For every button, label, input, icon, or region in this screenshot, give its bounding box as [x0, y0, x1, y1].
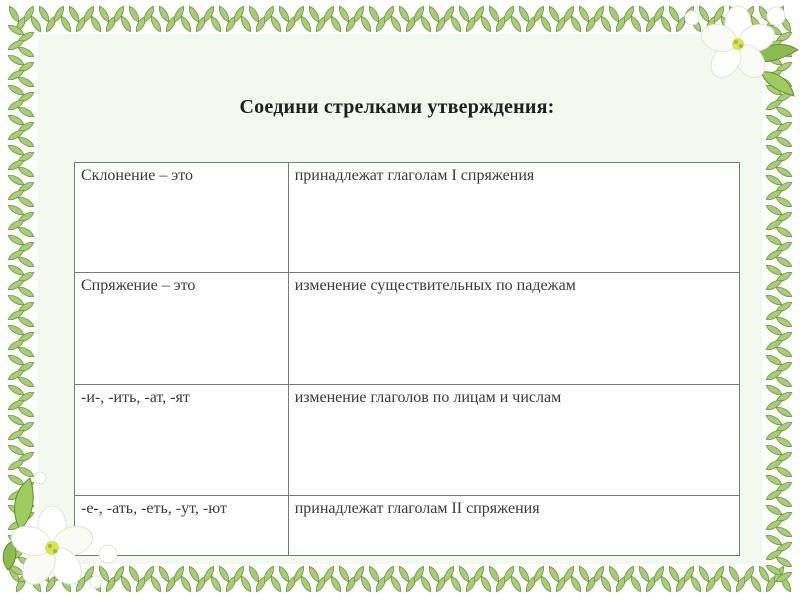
border-leaf	[775, 525, 794, 539]
border-leaf	[89, 15, 103, 34]
border-leaf	[479, 15, 493, 34]
table-cell-left: -е-, -ать, -еть, -ут, -ют	[75, 496, 289, 556]
border-leaf	[187, 565, 201, 584]
border-leaf	[7, 143, 26, 157]
white-flower-icon	[666, 0, 800, 110]
border-leaf	[607, 5, 621, 24]
border-leaf	[277, 5, 291, 24]
border-leaf	[775, 465, 794, 479]
border-leaf	[629, 15, 643, 34]
border-leaf	[7, 413, 26, 427]
border-leaf	[187, 5, 201, 24]
border-leaf	[179, 15, 193, 34]
border-leaf	[509, 575, 523, 594]
border-leaf	[449, 15, 463, 34]
border-leaf	[599, 15, 613, 34]
border-leaf	[775, 495, 794, 509]
border-leaf	[765, 293, 784, 307]
border-leaf	[277, 565, 291, 584]
border-leaf	[7, 293, 26, 307]
border-leaf	[239, 15, 253, 34]
white-flower-icon	[0, 470, 140, 600]
border-leaf	[577, 5, 591, 24]
border-leaf	[7, 233, 26, 247]
border-leaf	[247, 5, 261, 24]
border-leaf	[765, 263, 784, 277]
border-leaf	[389, 575, 403, 594]
border-leaf	[607, 565, 621, 584]
border-leaf	[629, 575, 643, 594]
border-leaf	[307, 565, 321, 584]
border-leaf	[569, 575, 583, 594]
border-leaf	[17, 315, 36, 329]
border-leaf	[17, 405, 36, 419]
border-leaf	[637, 565, 651, 584]
border-leaf	[775, 375, 794, 389]
border-leaf	[775, 195, 794, 209]
border-leaf	[17, 375, 36, 389]
border-leaf	[487, 5, 501, 24]
border-leaf	[337, 5, 351, 24]
border-leaf	[367, 565, 381, 584]
border-leaf	[17, 345, 36, 359]
border-leaf	[209, 15, 223, 34]
border-leaf	[149, 15, 163, 34]
border-leaf	[765, 233, 784, 247]
border-leaf	[7, 173, 26, 187]
table-row	[75, 273, 740, 385]
border-leaf	[17, 255, 36, 269]
border-leaf	[359, 575, 373, 594]
border-leaf	[299, 15, 313, 34]
border-leaf	[749, 575, 763, 594]
border-leaf	[7, 383, 26, 397]
border-leaf	[127, 5, 141, 24]
border-leaf	[427, 5, 441, 24]
border-leaf	[517, 5, 531, 24]
border-leaf	[217, 5, 231, 24]
border-leaf	[7, 53, 26, 67]
border-leaf	[517, 565, 531, 584]
border-leaf	[765, 203, 784, 217]
border-leaf	[149, 575, 163, 594]
border-leaf	[17, 165, 36, 179]
border-leaf	[659, 575, 673, 594]
border-leaf	[17, 75, 36, 89]
border-leaf	[775, 135, 794, 149]
table-cell-left: -и-, -ить, -ат, -ят	[75, 385, 289, 496]
border-leaf	[59, 15, 73, 34]
border-leaf	[329, 575, 343, 594]
border-leaf	[775, 255, 794, 269]
border-leaf	[775, 345, 794, 359]
table-cell-right: принадлежат глаголам II спряжения	[288, 496, 739, 556]
table-cell-left: Спряжение – это	[75, 273, 289, 385]
border-leaf	[457, 5, 471, 24]
border-leaf	[299, 575, 313, 594]
border-leaf	[765, 443, 784, 457]
border-leaf	[419, 575, 433, 594]
border-leaf	[359, 15, 373, 34]
border-leaf	[577, 565, 591, 584]
border-leaf	[765, 413, 784, 427]
border-leaf	[547, 5, 561, 24]
border-leaf	[17, 285, 36, 299]
border-leaf	[765, 323, 784, 337]
border-leaf	[765, 353, 784, 367]
table-row	[75, 385, 740, 496]
border-leaf	[765, 143, 784, 157]
border-leaf	[775, 435, 794, 449]
border-leaf	[269, 575, 283, 594]
border-leaf	[727, 565, 741, 584]
border-leaf	[765, 503, 784, 517]
border-leaf	[775, 165, 794, 179]
border-leaf	[157, 565, 171, 584]
border-leaf	[419, 15, 433, 34]
border-leaf	[765, 473, 784, 487]
border-leaf	[479, 575, 493, 594]
border-leaf	[209, 575, 223, 594]
border-leaf	[67, 5, 81, 24]
border-leaf	[487, 565, 501, 584]
border-leaf	[247, 565, 261, 584]
border-leaf	[539, 15, 553, 34]
border-leaf	[119, 15, 133, 34]
border-leaf	[775, 555, 794, 569]
border-leaf	[157, 5, 171, 24]
border-leaf	[367, 5, 381, 24]
border-leaf	[7, 83, 26, 97]
border-leaf	[775, 225, 794, 239]
border-leaf	[17, 195, 36, 209]
border-leaf	[569, 15, 583, 34]
border-leaf	[775, 315, 794, 329]
border-leaf	[337, 565, 351, 584]
table-cell-right: изменение существительных по падежам	[288, 273, 739, 385]
table-cell-right: принадлежат глаголам I спряжения	[288, 163, 739, 273]
border-leaf	[7, 263, 26, 277]
border-leaf	[97, 5, 111, 24]
slide-title: Соедини стрелками утверждения:	[239, 96, 555, 118]
border-leaf	[449, 575, 463, 594]
table-row	[75, 163, 740, 273]
table-row	[75, 496, 740, 556]
matching-table	[74, 162, 740, 556]
border-leaf	[389, 15, 403, 34]
border-leaf	[17, 435, 36, 449]
border-leaf	[539, 575, 553, 594]
border-leaf	[689, 575, 703, 594]
border-leaf	[37, 5, 51, 24]
border-leaf	[307, 5, 321, 24]
border-leaf	[427, 565, 441, 584]
table-cell-right: изменение глаголов по лицам и числам	[288, 385, 739, 496]
border-leaf	[7, 443, 26, 457]
border-leaf	[7, 5, 21, 24]
border-leaf	[775, 405, 794, 419]
border-leaf	[217, 565, 231, 584]
border-leaf	[17, 135, 36, 149]
border-leaf	[697, 565, 711, 584]
border-leaf	[765, 173, 784, 187]
border-leaf	[329, 15, 343, 34]
border-leaf	[719, 575, 733, 594]
border-leaf	[29, 15, 43, 34]
border-leaf	[765, 383, 784, 397]
border-leaf	[397, 5, 411, 24]
border-leaf	[179, 575, 193, 594]
border-leaf	[667, 565, 681, 584]
border-leaf	[509, 15, 523, 34]
border-leaf	[775, 285, 794, 299]
border-leaf	[765, 533, 784, 547]
border-leaf	[17, 225, 36, 239]
border-leaf	[7, 323, 26, 337]
border-leaf	[7, 353, 26, 367]
border-leaf	[457, 565, 471, 584]
border-leaf	[269, 15, 283, 34]
border-leaf	[599, 575, 613, 594]
border-leaf	[547, 565, 561, 584]
border-leaf	[7, 203, 26, 217]
border-leaf	[397, 565, 411, 584]
border-leaf	[239, 575, 253, 594]
border-leaf	[637, 5, 651, 24]
table-cell-left: Склонение – это	[75, 163, 289, 273]
border-leaf	[17, 45, 36, 59]
